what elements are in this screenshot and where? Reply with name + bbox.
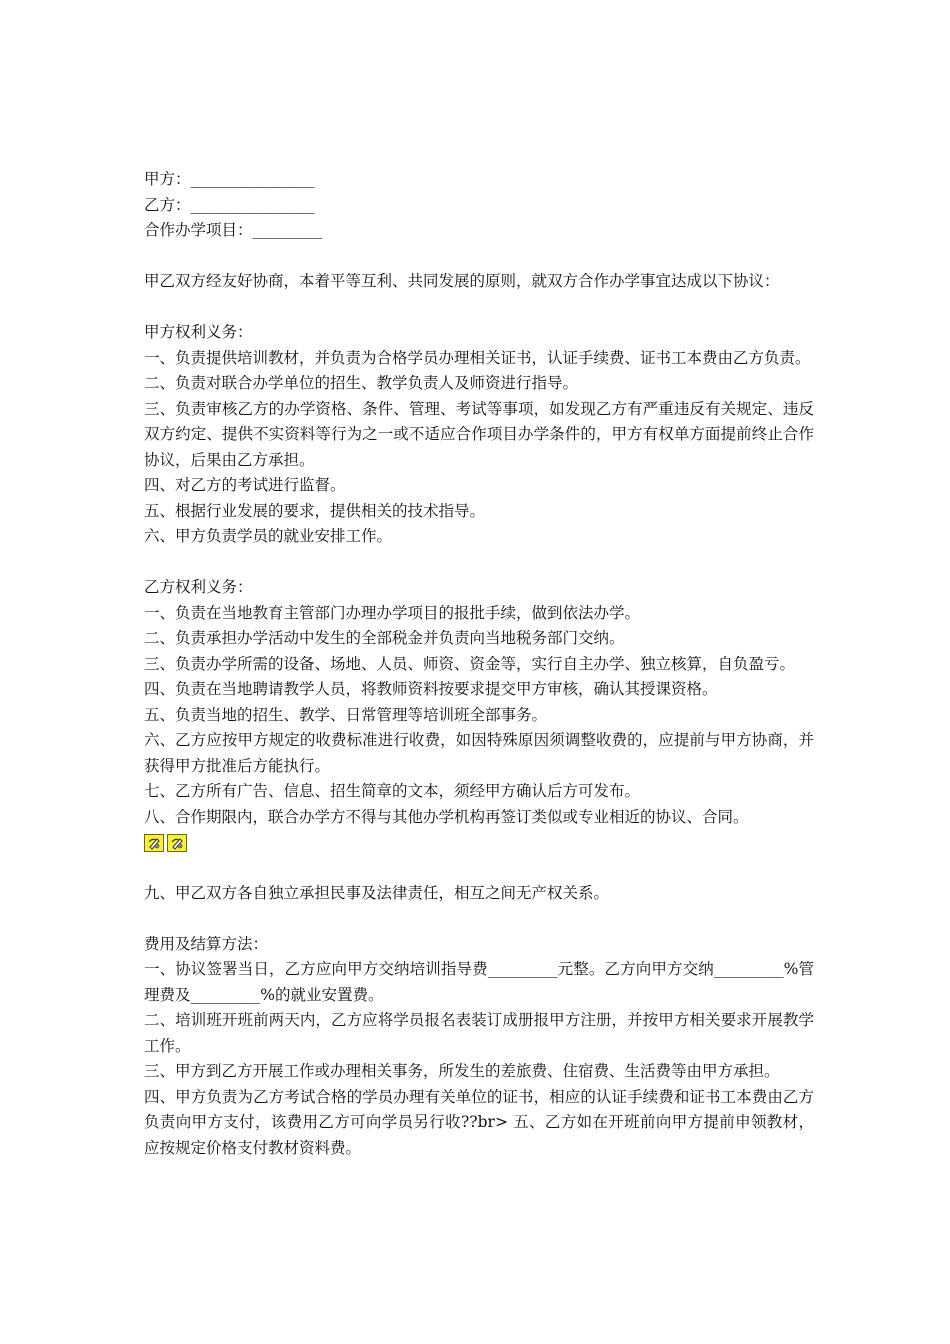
fees-section-title: 费用及结算方法： (144, 934, 269, 953)
party-a-section-title: 甲方权利义务： (144, 323, 253, 341)
spacer (144, 855, 814, 881)
item-nine: 九、甲乙双方各自独立承担民事及法律责任，相互之间无产权关系。 (144, 883, 610, 902)
party-b-item: 三、负责办学所需的设备、场地、人员、师资、资金等，实行自主办学、独立核算，自负盈亏。 (144, 654, 796, 673)
intro-paragraph: 甲乙双方经友好协商，本着平等互利、共同发展的原则，就双方合作办学事宜达成以下协议： (144, 272, 780, 290)
spacer (144, 244, 814, 270)
document-body (144, 167, 814, 1161)
broken-image-row (144, 834, 814, 855)
party-a-item: 二、负责对联合办学单位的招生、教学负责人及师资进行指导。 (144, 374, 579, 392)
party-a-line: 甲方：________________ (144, 170, 315, 188)
party-b-line: 乙方：________________ (144, 195, 315, 214)
project-line: 合作办学项目：_________ (144, 221, 323, 239)
broken-image-icon[interactable] (167, 834, 187, 852)
fees-item: 三、甲方到乙方开展工作或办理相关事务，所发生的差旅费、住宿费、生活费等由甲方承担。 (144, 1062, 780, 1080)
party-a-item: 四、对乙方的考试进行监督。 (144, 476, 346, 494)
fees-item: 二、培训班开班前两天内，乙方应将学员报名表装订成册报甲方注册，并按甲方相关要求开展教学工作。 (144, 1011, 814, 1055)
party-b-item: 八、合作期限内，联合办学方不得与其他办学机构再签订类似或专业相近的协议、合同。 (144, 807, 749, 826)
fees-item: 四、甲方负责为乙方考试合格的学员办理有关单位的证书，相应的认证手续费和证书工本费由乙方负责向甲方支付，该费用乙方可向学员另行收??br> 五、乙方如在开班前向甲方提前申领教材，应按规定价格支付教材资料费。 (144, 1087, 814, 1157)
party-b-item: 一、负责在当地教育主管部门办理办学项目的报批手续，做到依法办学。 (144, 603, 641, 622)
party-b-item: 七、乙方所有广告、信息、招生简章的文本，须经甲方确认后方可发布。 (144, 782, 641, 800)
party-b-section-title: 乙方权利义务： (144, 578, 253, 596)
fees-item: 一、协议签署当日，乙方应向甲方交纳培训指导费_________元整。乙方向甲方交纳_________%管理费及_________%的就业安置费。 (144, 960, 814, 1004)
party-a-item: 六、甲方负责学员的就业安排工作。 (144, 527, 393, 545)
party-a-item: 五、根据行业发展的要求，提供相关的技术指导。 (144, 501, 486, 520)
broken-image-icon[interactable] (144, 834, 164, 852)
spacer (144, 295, 814, 321)
party-b-item: 二、负责承担办学活动中发生的全部税金并负责向当地税务部门交纳。 (144, 629, 625, 647)
party-a-item: 三、负责审核乙方的办学资格、条件、管理、考试等事项，如发现乙方有严重违反有关规定、违反双方约定、提供不实资料等行为之一或不适应合作项目办学条件的，甲方有权单方面提前终止合作协议，后果由乙方承担。 (144, 399, 814, 469)
spacer (144, 906, 814, 932)
party-b-item: 六、乙方应按甲方规定的收费标准进行收费，如因特殊原因须调整收费的，应提前与甲方协商，并获得甲方批准后方能执行。 (144, 731, 814, 775)
party-b-item: 五、负责当地的招生、教学、日常管理等培训班全部事务。 (144, 705, 548, 724)
party-b-item: 四、负责在当地聘请教学人员，将教师资料按要求提交甲方审核，确认其授课资格。 (144, 680, 718, 698)
party-a-item: 一、负责提供培训教材，并负责为合格学员办理相关证书，认证手续费、证书工本费由乙方负责。 (144, 348, 811, 367)
spacer (144, 550, 814, 576)
